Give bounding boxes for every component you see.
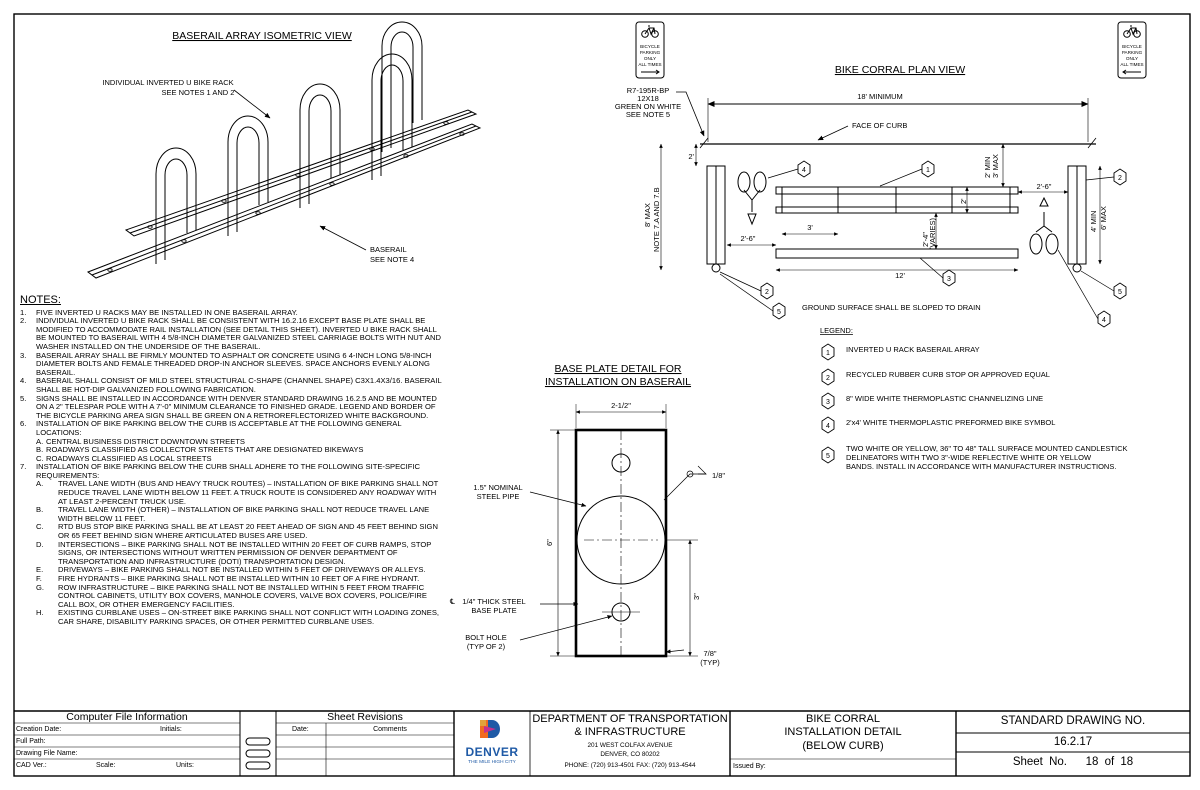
bike-symbol-left [738, 172, 766, 224]
address-2: DENVER, CO 80202 [600, 751, 660, 758]
sign-code: R7-195R-BP [626, 86, 670, 95]
legend-item-2: RECYCLED RUBBER CURB STOP OR APPROVED EQUAL [846, 370, 1050, 379]
channelizing-line [776, 249, 1018, 258]
delineator-right [1073, 264, 1081, 272]
plan-view [615, 22, 1146, 327]
notes-heading: NOTES: [20, 294, 61, 306]
note-6-b: B. ROADWAYS CLASSIFIED AS COLLECTOR STREETS THAT ARE DESIGNATED BIKEWAYS [36, 445, 364, 455]
drawing-title-1: BIKE CORRAL [806, 713, 880, 725]
denver-logo [480, 720, 500, 738]
dim-4-min: 4' MIN [1089, 210, 1098, 232]
dept-line-1: DEPARTMENT OF TRANSPORTATION [532, 713, 728, 725]
sign-size: 12X18 [637, 94, 659, 103]
svg-text:BICYCLE: BICYCLE [640, 44, 660, 49]
revision-marker-3 [246, 762, 270, 769]
u-rack-4 [372, 54, 412, 180]
plan-title: BIKE CORRAL PLAN VIEW [834, 64, 966, 76]
svg-text:2: 2 [1118, 175, 1122, 182]
dim-12: 12' [895, 271, 905, 280]
revision-marker-1 [246, 738, 270, 745]
bolt-label-1: BOLT HOLE [465, 633, 507, 642]
base-plate-detail [449, 363, 725, 667]
revisions-date-label: Date: [292, 726, 309, 733]
dim-2-min: 2' MIN [983, 156, 992, 178]
dim-2-4: 2'-4" [921, 232, 930, 247]
svg-text:ONLY: ONLY [643, 56, 657, 61]
svg-text:2: 2 [765, 289, 769, 296]
legend [820, 326, 1128, 471]
logo-word: DENVER [465, 745, 519, 759]
sign-note: SEE NOTE 5 [625, 110, 671, 119]
legend-item-5-line-2: DELINEATORS WITH TWO 3"-WIDE REFLECTIVE WHITE OR YELLOW [846, 453, 1092, 462]
u-rack-5 [382, 22, 422, 152]
bike-symbol-right [1030, 198, 1058, 254]
note-1: 1. FIVE INVERTED U RACKS MAY BE INSTALLED IN ONE BASERAIL ARRAY. [20, 307, 298, 317]
issued-by-label: Issued By: [733, 763, 766, 770]
note-7ab: NOTE 7.A AND 7.B [652, 187, 661, 252]
note-7-a: A. TRAVEL LANE WIDTH (BUS AND HEAVY TRUCK ROUTES) – INSTALLATION OF BIKE PARKING SHALL NOT REDUCE TRAVEL LANE WIDTH BELOW 11 FEET. A TRUCK ROUTE IS CONSIDERED ANY ROADWAY WITH AT LEAST 2-PERCENT TRUCK USE. [36, 479, 439, 506]
u-rack-3 [300, 84, 340, 208]
dept-line-2: & INFRASTRUCTURE [574, 726, 686, 738]
svg-text:3: 3 [947, 276, 951, 283]
base-title-1: BASE PLATE DETAIL FOR [554, 363, 682, 375]
note-7-h: H. EXISTING CURBLANE USES – ON-STREET BIKE PARKING SHALL NOT CONFLICT WITH LOADING ZONES, CAR SHARE, DISABILITY PARKING SPACES, OR OTHER PERMITTED CURBLANE USES. [36, 608, 440, 626]
dim-6-max: 6' MAX [1099, 206, 1108, 230]
full-path-label: Full Path: [16, 738, 46, 745]
legend-item-5-line-1: TWO WHITE OR YELLOW, 36" TO 48" TALL SURFACE MOUNTED CANDLESTICK [846, 444, 1128, 453]
bicycle-parking-sign-right [1118, 22, 1146, 78]
weld-size: 1/8" [712, 471, 726, 480]
baserail-array-bottom [776, 207, 1018, 213]
dim-2-6-right: 2'-6" [1036, 182, 1052, 191]
pipe-label-2: STEEL PIPE [476, 492, 520, 501]
legend-item-3: 8" WIDE WHITE THERMOPLASTIC CHANNELIZING LINE [846, 394, 1044, 403]
note-7: 7. INSTALLATION OF BIKE PARKING BELOW THE CURB SHALL ADHERE TO THE FOLLOWING SITE-SPECIFIC REQUIREMENTS: [20, 462, 420, 480]
bolt-label-2: (TYP OF 2) [466, 642, 506, 651]
drawing-title-2: INSTALLATION DETAIL [784, 726, 902, 738]
note-7-d: D. INTERSECTIONS – BIKE PARKING SHALL NOT BE INSTALLED WITHIN 20 FEET OF CURB RAMPS, STOP SIGNS, OR INTERSECTIONS WITHOUT WRITTEN PERMISSION OF DENVER DEPARTMENT OF TRANSPORTATION AND INFRASTRUCTURE (DOTI) TRANSPORTATION DESIGN. [36, 539, 432, 566]
base-dim-7-8: 7/8" [703, 649, 717, 658]
baserail-array-top [776, 187, 1018, 194]
creation-date-label: Creation Date: [16, 726, 62, 733]
svg-text:4: 4 [826, 423, 830, 430]
revisions-title: Sheet Revisions [327, 711, 403, 723]
cfi-title: Computer File Information [66, 711, 188, 723]
u-racks [156, 22, 422, 264]
svg-text:5: 5 [1118, 289, 1122, 296]
bicycle-parking-sign-left [636, 22, 664, 78]
svg-text:1: 1 [826, 350, 830, 357]
svg-text:4: 4 [802, 167, 806, 174]
note-6-a: A. CENTRAL BUSINESS DISTRICT DOWNTOWN STREETS [36, 436, 246, 446]
base-dim-6: 6" [545, 539, 554, 546]
face-of-curb-label: FACE OF CURB [852, 121, 908, 130]
svg-text:PARKING: PARKING [639, 50, 661, 55]
base-dim-width: 2-1/2" [611, 401, 631, 410]
pipe-label-1: 1.5" NOMINAL [473, 483, 523, 492]
plate-label-2: BASE PLATE [471, 606, 517, 615]
note-7-f: F. FIRE HYDRANTS – BIKE PARKING SHALL NOT BE INSTALLED WITHIN 10 FEET OF A FIRE HYDRANT. [36, 574, 420, 583]
delineator-left [712, 264, 720, 272]
dim-2-6-left: 2'-6" [740, 234, 756, 243]
initials-label: Initials: [160, 726, 182, 733]
svg-text:BICYCLE: BICYCLE [1122, 44, 1142, 49]
dim-8-max: 8' MAX [643, 203, 652, 227]
note-7-e: E. DRIVEWAYS – BIKE PARKING SHALL NOT BE INSTALLED WITHIN 5 FEET OF DRIVEWAYS OR ALLEYS. [36, 565, 426, 575]
note-7-g: G. ROW INFRASTRUCTURE – BIKE PARKING SHALL NOT BE INSTALLED WITHIN 5 FEET FROM TRAFFIC CONTROL CABINETS, UTILITY BOX COVERS, MANHOLE COVERS, VALVE BOX COVERS, POLICE/FIRE CALL BOX, OR OTHER EMERGENCY FACILITIES. [36, 582, 427, 609]
drawing-file-label: Drawing File Name: [16, 750, 78, 757]
legend-item-5-line-3: BANDS. INSTALL IN ACCORDANCE WITH MANUFACTURER INSTRUCTIONS. [846, 462, 1117, 471]
isometric-title: BASERAIL ARRAY ISOMETRIC VIEW [172, 30, 352, 42]
std-drawing-label: STANDARD DRAWING NO. [1000, 715, 1146, 727]
base-dim-typ: (TYP) [700, 658, 720, 667]
sheet-number: Sheet No. 18 of 18 [1012, 756, 1134, 768]
ground-note: GROUND SURFACE SHALL BE SLOPED TO DRAIN [802, 303, 981, 312]
baserail-label-1: BASERAIL [370, 245, 407, 254]
note-7-b: B. TRAVEL LANE WIDTH (OTHER) – INSTALLATION OF BIKE PARKING SHALL NOT REDUCE TRAVEL LANE WIDTH BELOW 11 FEET. [36, 505, 430, 523]
svg-text:4: 4 [1102, 317, 1106, 324]
notes-section [20, 296, 445, 627]
svg-text:ALL TIMES: ALL TIMES [638, 62, 662, 67]
revisions-comments-label: Comments [373, 726, 407, 733]
note-2: 2. INDIVIDUAL INVERTED U BIKE RACK SHALL BE CONSISTENT WITH 16.2.16 EXCEPT BASE PLATE SHALL BE MODIFIED TO ACCOMMODATE RAIL INSTALLATION (SEE DETAIL THIS SHEET). INVERTED U BIKE RACK SHALL BE MOUNTED TO BASERAIL WITH 4 5/8-INCH DIAMETER GALVANIZED STEEL CARRIAGE BOLTS WITH NUT AND WASHER INSTALLED ON THE UNDERSIDE OF THE BASERAIL. [20, 316, 441, 351]
u-rack-2 [228, 116, 268, 236]
cad-ver-label: CAD Ver.: [16, 762, 47, 769]
dim-varies: (VARIES) [928, 218, 937, 250]
base-dim-3: 3" [692, 593, 701, 600]
logo-tagline: THE MILE HIGH CITY [468, 760, 516, 765]
svg-text:5: 5 [826, 453, 830, 460]
phone-fax: PHONE: (720) 913-4501 FAX: (720) 913-4544 [564, 762, 696, 769]
revision-marker-2 [246, 750, 270, 757]
sign-color: GREEN ON WHITE [614, 102, 682, 111]
centerline-symbol: ℄ [450, 597, 455, 606]
svg-text:PARKING: PARKING [1121, 50, 1143, 55]
dim-3-max: 3' MAX [991, 154, 1000, 178]
dim-2-rail: 2' [959, 198, 968, 204]
address-1: 201 WEST COLFAX AVENUE [587, 742, 673, 749]
note-6: 6. INSTALLATION OF BIKE PARKING BELOW THE CURB IS ACCEPTABLE AT THE FOLLOWING GENERAL LOCATIONS: [20, 419, 402, 437]
svg-text:ALL TIMES: ALL TIMES [1120, 62, 1144, 67]
dim-3: 3' [807, 223, 813, 232]
legend-item-1: INVERTED U RACK BASERAIL ARRAY [846, 345, 980, 354]
note-4: 4. BASERAIL SHALL CONSIST OF MILD STEEL STRUCTURAL C-SHAPE (CHANNEL SHAPE) C3X1.4X3/16. BASERAIL SHALL BE HOT-DIP GALVANIZED FOLLOWING FABRICATION. [20, 376, 442, 394]
svg-text:ONLY: ONLY [1125, 56, 1139, 61]
base-title-2: INSTALLATION ON BASERAIL [544, 376, 692, 388]
rack-label-1: INDIVIDUAL INVERTED U BIKE RACK [102, 78, 234, 87]
legend-item-4: 2'x4' WHITE THERMOPLASTIC PREFORMED BIKE SYMBOL [846, 418, 1056, 427]
svg-text:3: 3 [826, 399, 830, 406]
scale-label: Scale: [96, 762, 116, 769]
plate-label-1: 1/4" THICK STEEL [462, 597, 526, 606]
std-drawing-number: 16.2.17 [1053, 736, 1093, 748]
note-3: 3. BASERAIL ARRAY SHALL BE FIRMLY MOUNTED TO ASPHALT OR CONCRETE USING 6 4-INCH LONG 5/8-INCH DIAMETER BOLTS AND FEMALE THREADED DROP-IN ANCHOR SLEEVES. SPACE ANCHORS EVENLY ALONG BASERAIL. [20, 350, 432, 377]
legend-title: LEGEND: [820, 326, 853, 335]
dim-18-min: 18' MINIMUM [857, 92, 903, 101]
note-7-c: C. RTD BUS STOP BIKE PARKING SHALL BE AT LEAST 20 FEET AHEAD OF SIGN AND 45 FEET BEHIND SIGN OR 65 FEET BEHIND SIGN WHERE ARTICULATED BUSES ARE USED. [36, 522, 438, 541]
baserail-label-2: SEE NOTE 4 [370, 255, 415, 264]
note-6-c: C. ROADWAYS CLASSIFIED AS LOCAL STREETS [36, 453, 212, 463]
isometric-view [88, 22, 480, 278]
dim-2-curb: 2' [688, 152, 694, 161]
units-label: Units: [176, 762, 194, 769]
svg-text:2: 2 [826, 375, 830, 382]
svg-text:1: 1 [926, 167, 930, 174]
svg-text:5: 5 [777, 309, 781, 316]
drawing-title-3: (BELOW CURB) [802, 740, 884, 752]
note-5: 5. SIGNS SHALL BE INSTALLED IN ACCORDANCE WITH DENVER STANDARD DRAWING 16.2.5 AND BE MOUNTED ON A 2" TELESPAR POLE WITH A 7'-0" MINIMUM CLEARANCE TO FINISHED GRADE. LEGEND AND BORDER OF THE BICYCLE PARKING AREA SIGN SHALL BE GREEN ON A RETROREFLECTORIZED WHITE BACKGROUND. [20, 393, 437, 420]
rack-label-2: SEE NOTES 1 AND 2 [161, 88, 235, 97]
